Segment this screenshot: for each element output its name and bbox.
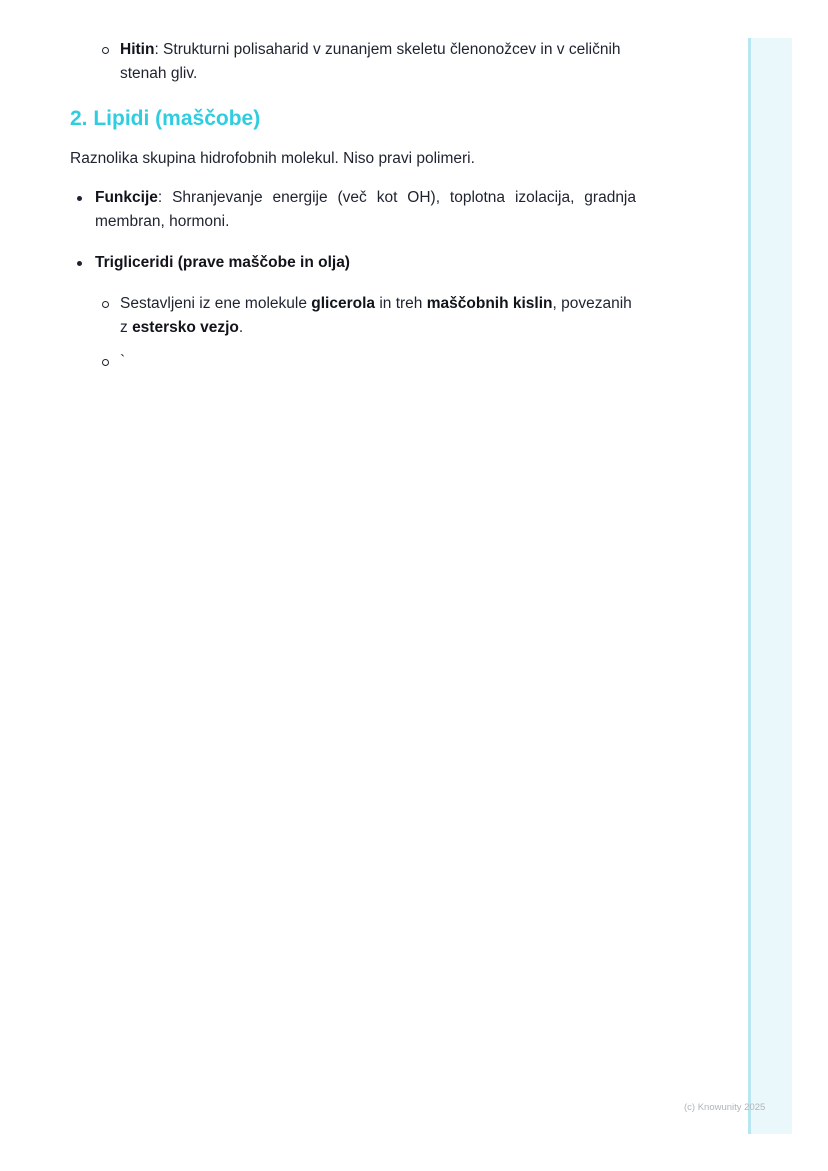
list-item-hitin (70, 38, 636, 86)
document-content (70, 38, 636, 374)
bullet-icon (77, 261, 82, 266)
section-heading-lipidi: 2. Lipidi (maščobe) (70, 107, 261, 130)
bullet-icon (77, 196, 82, 201)
copyright-footer: (c) Knowunity 2025 (684, 1102, 766, 1113)
trigliceridi-title: Trigliceridi (prave maščobe in olja) (95, 254, 350, 271)
term-glicerol: glicerola (311, 295, 376, 312)
hollow-bullet-icon (102, 47, 109, 54)
funkcije-text: : Shranjevanje energije (več kot OH), toplotna izolacija, gradnja membran, hormoni. (95, 189, 636, 230)
term-estrska-vez: estersko vezjo (132, 319, 239, 336)
text: in treh (375, 295, 427, 312)
hollow-bullet-icon (102, 359, 109, 366)
stray-backtick: ` (120, 353, 126, 370)
text: , povezanih z (120, 295, 632, 336)
text: Sestavljeni iz ene molekule (120, 295, 312, 312)
term-mascobne-kisline: maščobnih kislin (426, 295, 553, 312)
section-intro: Raznolika skupina hidrofobnih molekul. Niso pravi polimeri. (70, 150, 475, 167)
page-margin-sidebar (748, 38, 792, 1134)
list-item-funkcije (70, 186, 636, 234)
list-item-empty (70, 350, 636, 374)
text: . (238, 319, 244, 336)
list-item-trigliceridi (70, 251, 636, 275)
hollow-bullet-icon (102, 301, 109, 308)
hitin-text: : Strukturni polisaharid v zunanjem skeletu členonožcev in v celičnih stenah gliv. (120, 41, 621, 82)
list-item-sestava (70, 292, 636, 340)
term-hitin: Hitin (120, 41, 155, 58)
term-funkcije: Funkcije (95, 189, 158, 206)
